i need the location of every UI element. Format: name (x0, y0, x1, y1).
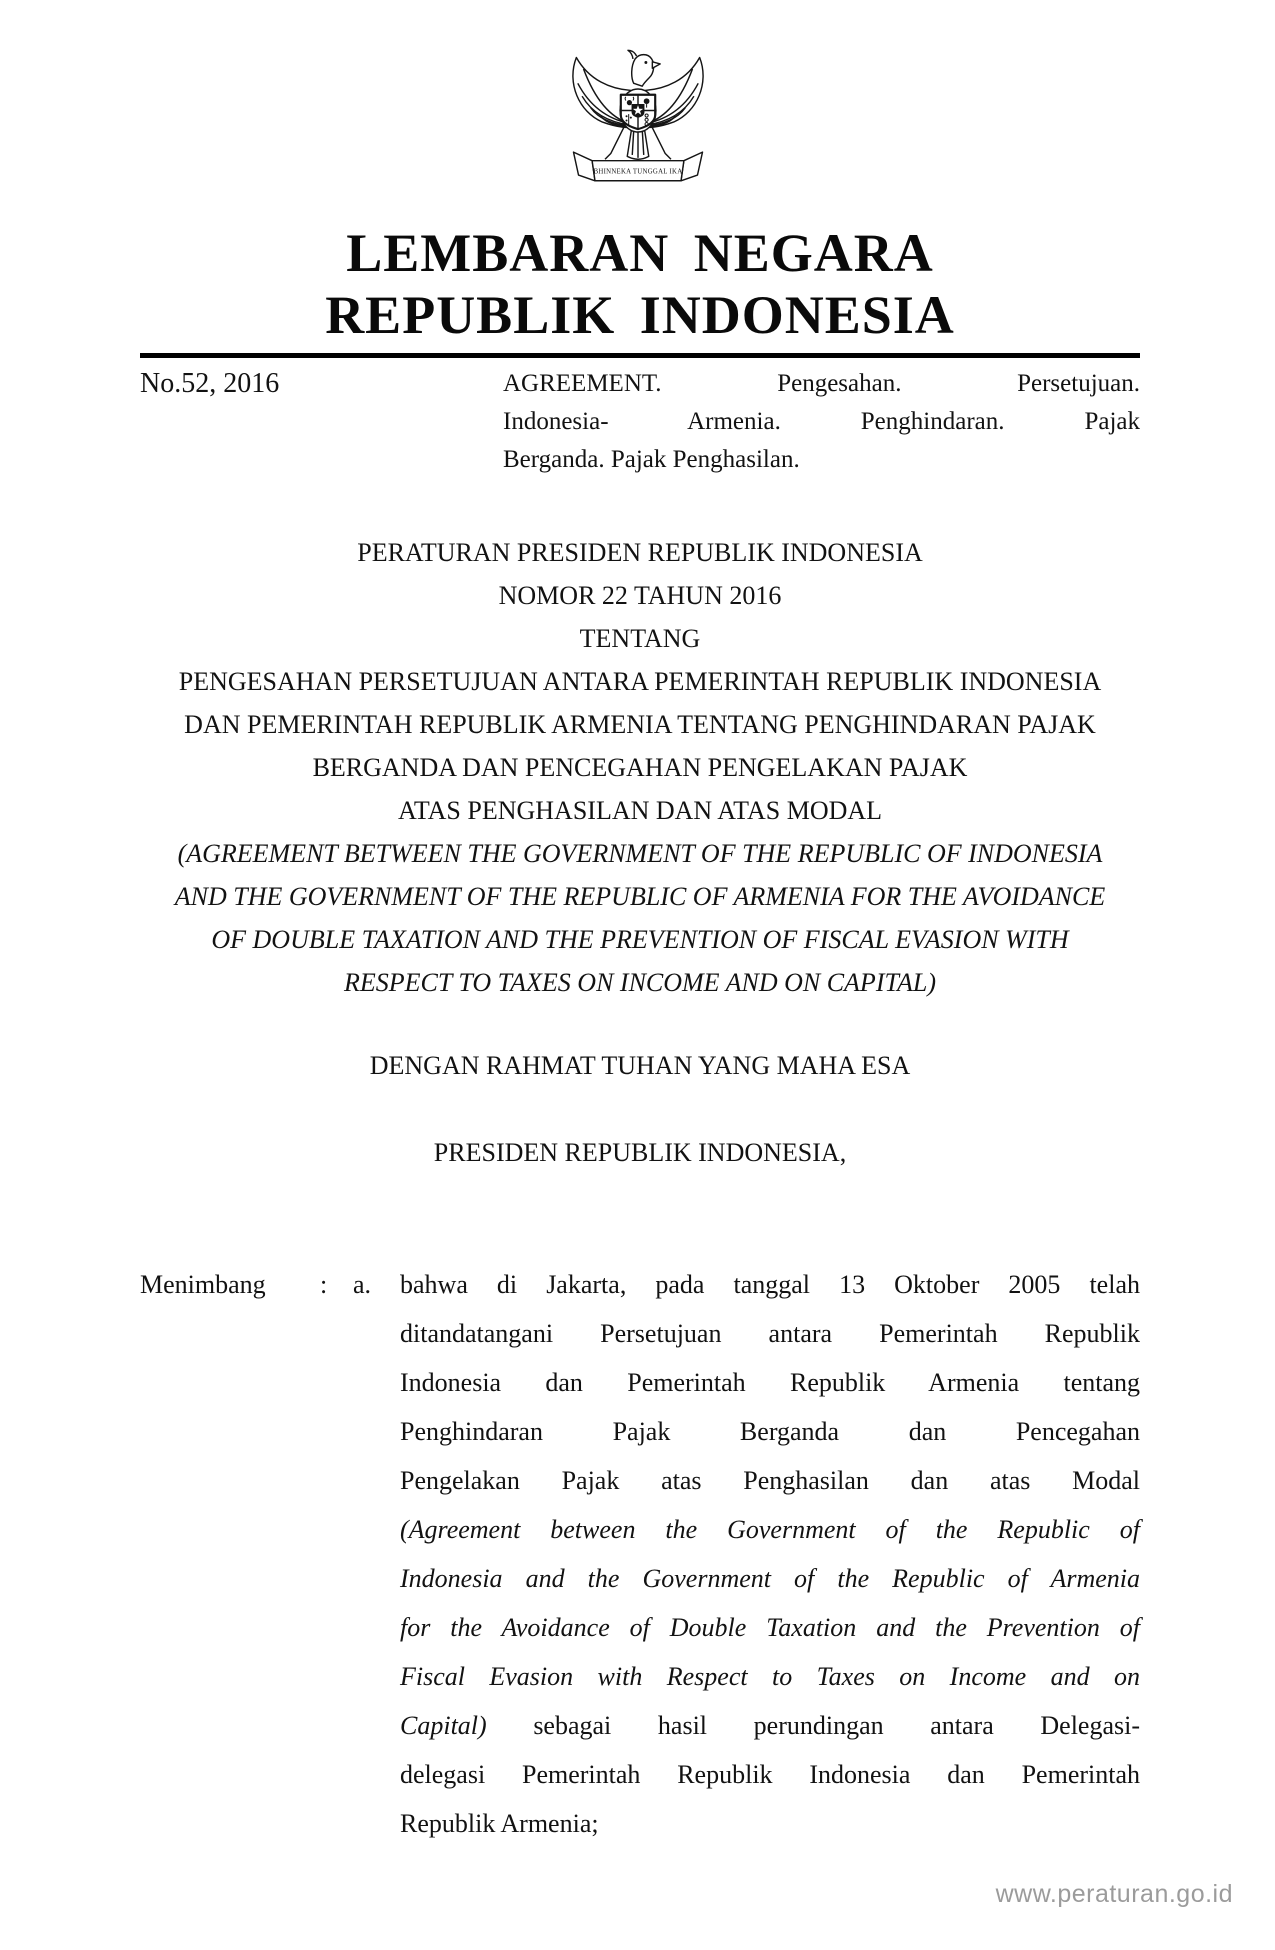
considering-line: bahwa di Jakarta, pada tanggal 13 Oktober 2005 telah (400, 1270, 1140, 1299)
considering-line-text-segment: sebagai hasil perundingan antara Delegasi- (533, 1711, 1141, 1740)
considering-paragraph (400, 1260, 1140, 1848)
considering-line: Republik Armenia; (400, 1809, 599, 1838)
emblem-motto-text: BHINNEKA TUNGGAL IKA (593, 168, 682, 176)
gazette-subject-line: Indonesia- Armenia. Penghindaran. Pajak (503, 408, 1140, 435)
considering-line (400, 1701, 1140, 1750)
document-title-line: NOMOR 22 TAHUN 2016 (498, 581, 782, 610)
gazette-subject-line: Berganda. Pajak Penghasilan. (503, 446, 800, 473)
right-leg (650, 125, 670, 159)
considering-line-english: Fiscal Evasion with Respect to Taxes on Income and on (400, 1662, 1140, 1691)
eye (644, 61, 647, 64)
emblem-container (0, 0, 1275, 208)
document-title-line: DAN PEMERINTAH REPUBLIK ARMENIA TENTANG PENGHINDARAN PAJAK (184, 710, 1096, 739)
ribbon-right-curl (681, 152, 703, 181)
document-title-line: TENTANG (579, 624, 701, 653)
invocation-line: DENGAN RAHMAT TUHAN YANG MAHA ESA (369, 1051, 911, 1080)
document-title-line: PENGESAHAN PERSETUJUAN ANTARA PEMERINTAH REPUBLIK INDONESIA (178, 667, 1102, 696)
document-title-line-english: AND THE GOVERNMENT OF THE REPUBLIC OF ARMENIA FOR THE AVOIDANCE (174, 882, 1106, 911)
masthead-rule (140, 353, 1140, 358)
considering-line: Indonesia dan Pemerintah Republik Armenia tentang (400, 1368, 1140, 1397)
considering-line-english: for the Avoidance of Double Taxation and the Prevention of (400, 1613, 1140, 1642)
beak (652, 62, 660, 68)
gazette-subject-line: AGREEMENT. Pengesahan. Persetujuan. (503, 370, 1140, 397)
document-title-line: BERGANDA DAN PENCEGAHAN PENGELAKAN PAJAK (312, 753, 968, 782)
considering-item-letter: a. (353, 1270, 372, 1299)
considering-line-italic-segment: Capital) (400, 1711, 487, 1740)
garuda-pancasila-emblem (559, 46, 717, 208)
bull-symbol (626, 100, 631, 105)
document-title-line: ATAS PENGHASILAN DAN ATAS MODAL (397, 796, 883, 825)
gazette-header-row (140, 365, 1140, 479)
issuer-line: PRESIDEN REPUBLIK INDONESIA, (433, 1138, 847, 1167)
considering-line: ditandatangani Persetujuan antara Pemerintah Republik (400, 1319, 1140, 1348)
document-title (140, 531, 1140, 1004)
considering-colon: : (320, 1270, 328, 1299)
considering-line: Pengelakan Pajak atas Penghasilan dan atas Modal (400, 1466, 1140, 1495)
left-leg (605, 125, 625, 159)
masthead-title (140, 222, 1140, 346)
considering-section (140, 1260, 1140, 1848)
considering-label: Menimbang (140, 1270, 266, 1299)
gazette-number: No.52, 2016 (140, 368, 280, 399)
document-title-line-english: (AGREEMENT BETWEEN THE GOVERNMENT OF THE REPUBLIC OF INDONESIA (177, 839, 1103, 868)
ribbon-left-curl (573, 152, 595, 181)
considering-line-english: (Agreement between the Government of the Republic of (400, 1515, 1140, 1544)
head (631, 55, 653, 87)
banyan-symbol (643, 98, 649, 104)
gazette-subject (503, 365, 1140, 479)
website-watermark: www.peraturan.go.id (995, 1880, 1233, 1908)
masthead-title-line1: LEMBARAN NEGARA (346, 223, 934, 283)
considering-line: Penghindaran Pajak Berganda dan Pencegahan (400, 1417, 1140, 1446)
document-title-line-english: RESPECT TO TAXES ON INCOME AND ON CAPITAL) (343, 968, 937, 997)
document-title-line-english: OF DOUBLE TAXATION AND THE PREVENTION OF FISCAL EVASION WITH (211, 925, 1069, 954)
considering-line: delegasi Pemerintah Republik Indonesia dan Pemerintah (400, 1760, 1140, 1789)
considering-line-english: Indonesia and the Government of the Republic of Armenia (400, 1564, 1140, 1593)
document-title-line: PERATURAN PRESIDEN REPUBLIK INDONESIA (357, 538, 923, 567)
masthead-title-line2: REPUBLIK INDONESIA (325, 285, 955, 345)
